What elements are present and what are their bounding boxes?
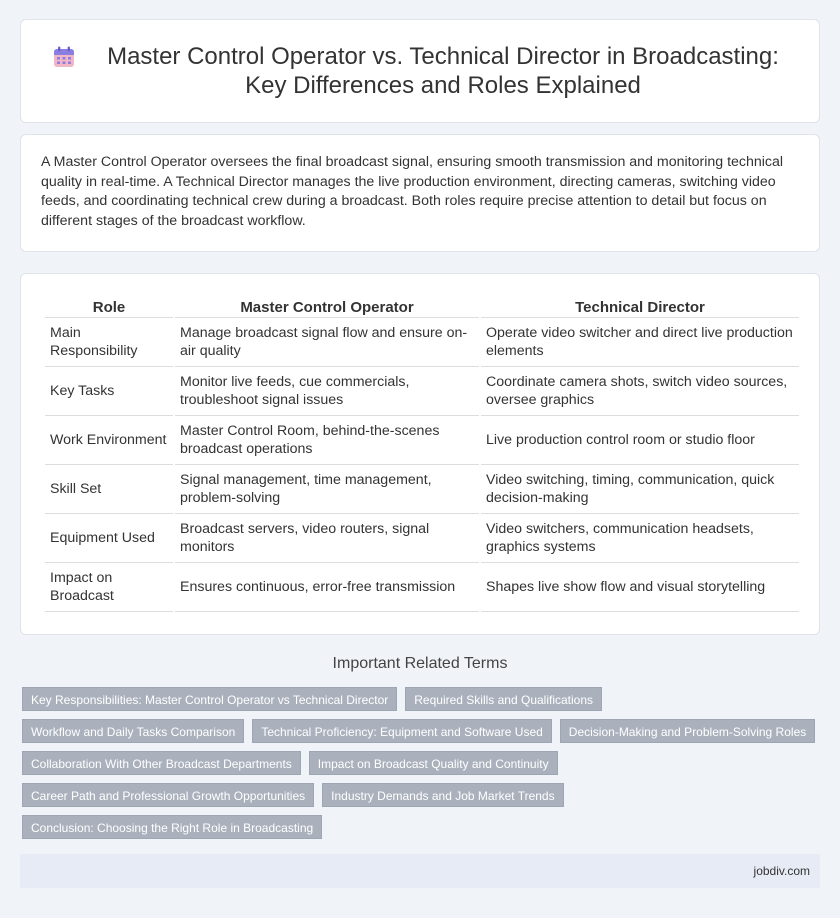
related-term-tag[interactable]: Key Responsibilities: Master Control Operator vs Technical Director [22, 687, 397, 711]
row-label: Equipment Used [45, 514, 173, 563]
related-term-tag[interactable]: Required Skills and Qualifications [405, 687, 602, 711]
table-row [45, 465, 799, 514]
footer-site-link[interactable]: jobdiv.com [753, 864, 810, 878]
related-term-tag[interactable]: Industry Demands and Job Market Trends [322, 783, 563, 807]
mco-cell: Signal management, time management, problem-solving [175, 465, 479, 514]
comparison-table [43, 296, 801, 612]
related-term-tag[interactable]: Impact on Broadcast Quality and Continuity [309, 751, 558, 775]
row-label: Main Responsibility [45, 318, 173, 367]
mco-cell: Ensures continuous, error-free transmission [175, 563, 479, 612]
td-cell: Video switching, timing, communication, quick decision-making [481, 465, 799, 514]
td-cell: Video switchers, communication headsets, graphics systems [481, 514, 799, 563]
table-row [45, 514, 799, 563]
related-term-tag[interactable]: Decision-Making and Problem-Solving Roles [560, 719, 815, 743]
related-terms-heading: Important Related Terms [332, 655, 508, 672]
related-terms-list [22, 687, 822, 839]
footer [20, 854, 820, 888]
table-row [45, 416, 799, 465]
header-inner [21, 42, 819, 100]
intro-card [20, 134, 820, 252]
related-term-tag[interactable]: Collaboration With Other Broadcast Departments [22, 751, 301, 775]
td-cell: Live production control room or studio floor [481, 416, 799, 465]
mco-cell: Monitor live feeds, cue commercials, troubleshoot signal issues [175, 367, 479, 416]
td-cell: Shapes live show flow and visual storytelling [481, 563, 799, 612]
related-term-tag[interactable]: Career Path and Professional Growth Opportunities [22, 783, 314, 807]
row-label: Key Tasks [45, 367, 173, 416]
row-label: Impact on Broadcast [45, 563, 173, 612]
table-row [45, 318, 799, 367]
row-label: Skill Set [45, 465, 173, 514]
mco-cell: Master Control Room, behind-the-scenes broadcast operations [175, 416, 479, 465]
td-cell: Operate video switcher and direct live production elements [481, 318, 799, 367]
mco-cell: Broadcast servers, video routers, signal monitors [175, 514, 479, 563]
related-term-tag[interactable]: Conclusion: Choosing the Right Role in Broadcasting [22, 815, 322, 839]
table-row [45, 367, 799, 416]
related-term-tag[interactable]: Workflow and Daily Tasks Comparison [22, 719, 244, 743]
intro-paragraph: A Master Control Operator oversees the final broadcast signal, ensuring smooth transmission and monitoring technical quality in real-time. A Technical Director manages the live production environment, directing cameras, switching video feeds, and coordinating technical crew during a broadcast. Both roles require precise attention to detail but focus on different stages of the broadcast workflow. [41, 154, 784, 229]
calendar-icon [52, 45, 76, 69]
related-term-tag[interactable]: Technical Proficiency: Equipment and Software Used [252, 719, 551, 743]
table-row [45, 563, 799, 612]
header-role: Role [45, 296, 173, 318]
header-master-control-operator: Master Control Operator [175, 296, 479, 318]
header-card [20, 19, 820, 123]
table-header-row [45, 296, 799, 318]
comparison-table-card [20, 273, 820, 635]
row-label: Work Environment [45, 416, 173, 465]
page-title: Master Control Operator vs. Technical Director in Broadcasting: Key Differences and Roles Explained [107, 43, 779, 99]
mco-cell: Manage broadcast signal flow and ensure on-air quality [175, 318, 479, 367]
header-technical-director: Technical Director [481, 296, 799, 318]
td-cell: Coordinate camera shots, switch video sources, oversee graphics [481, 367, 799, 416]
